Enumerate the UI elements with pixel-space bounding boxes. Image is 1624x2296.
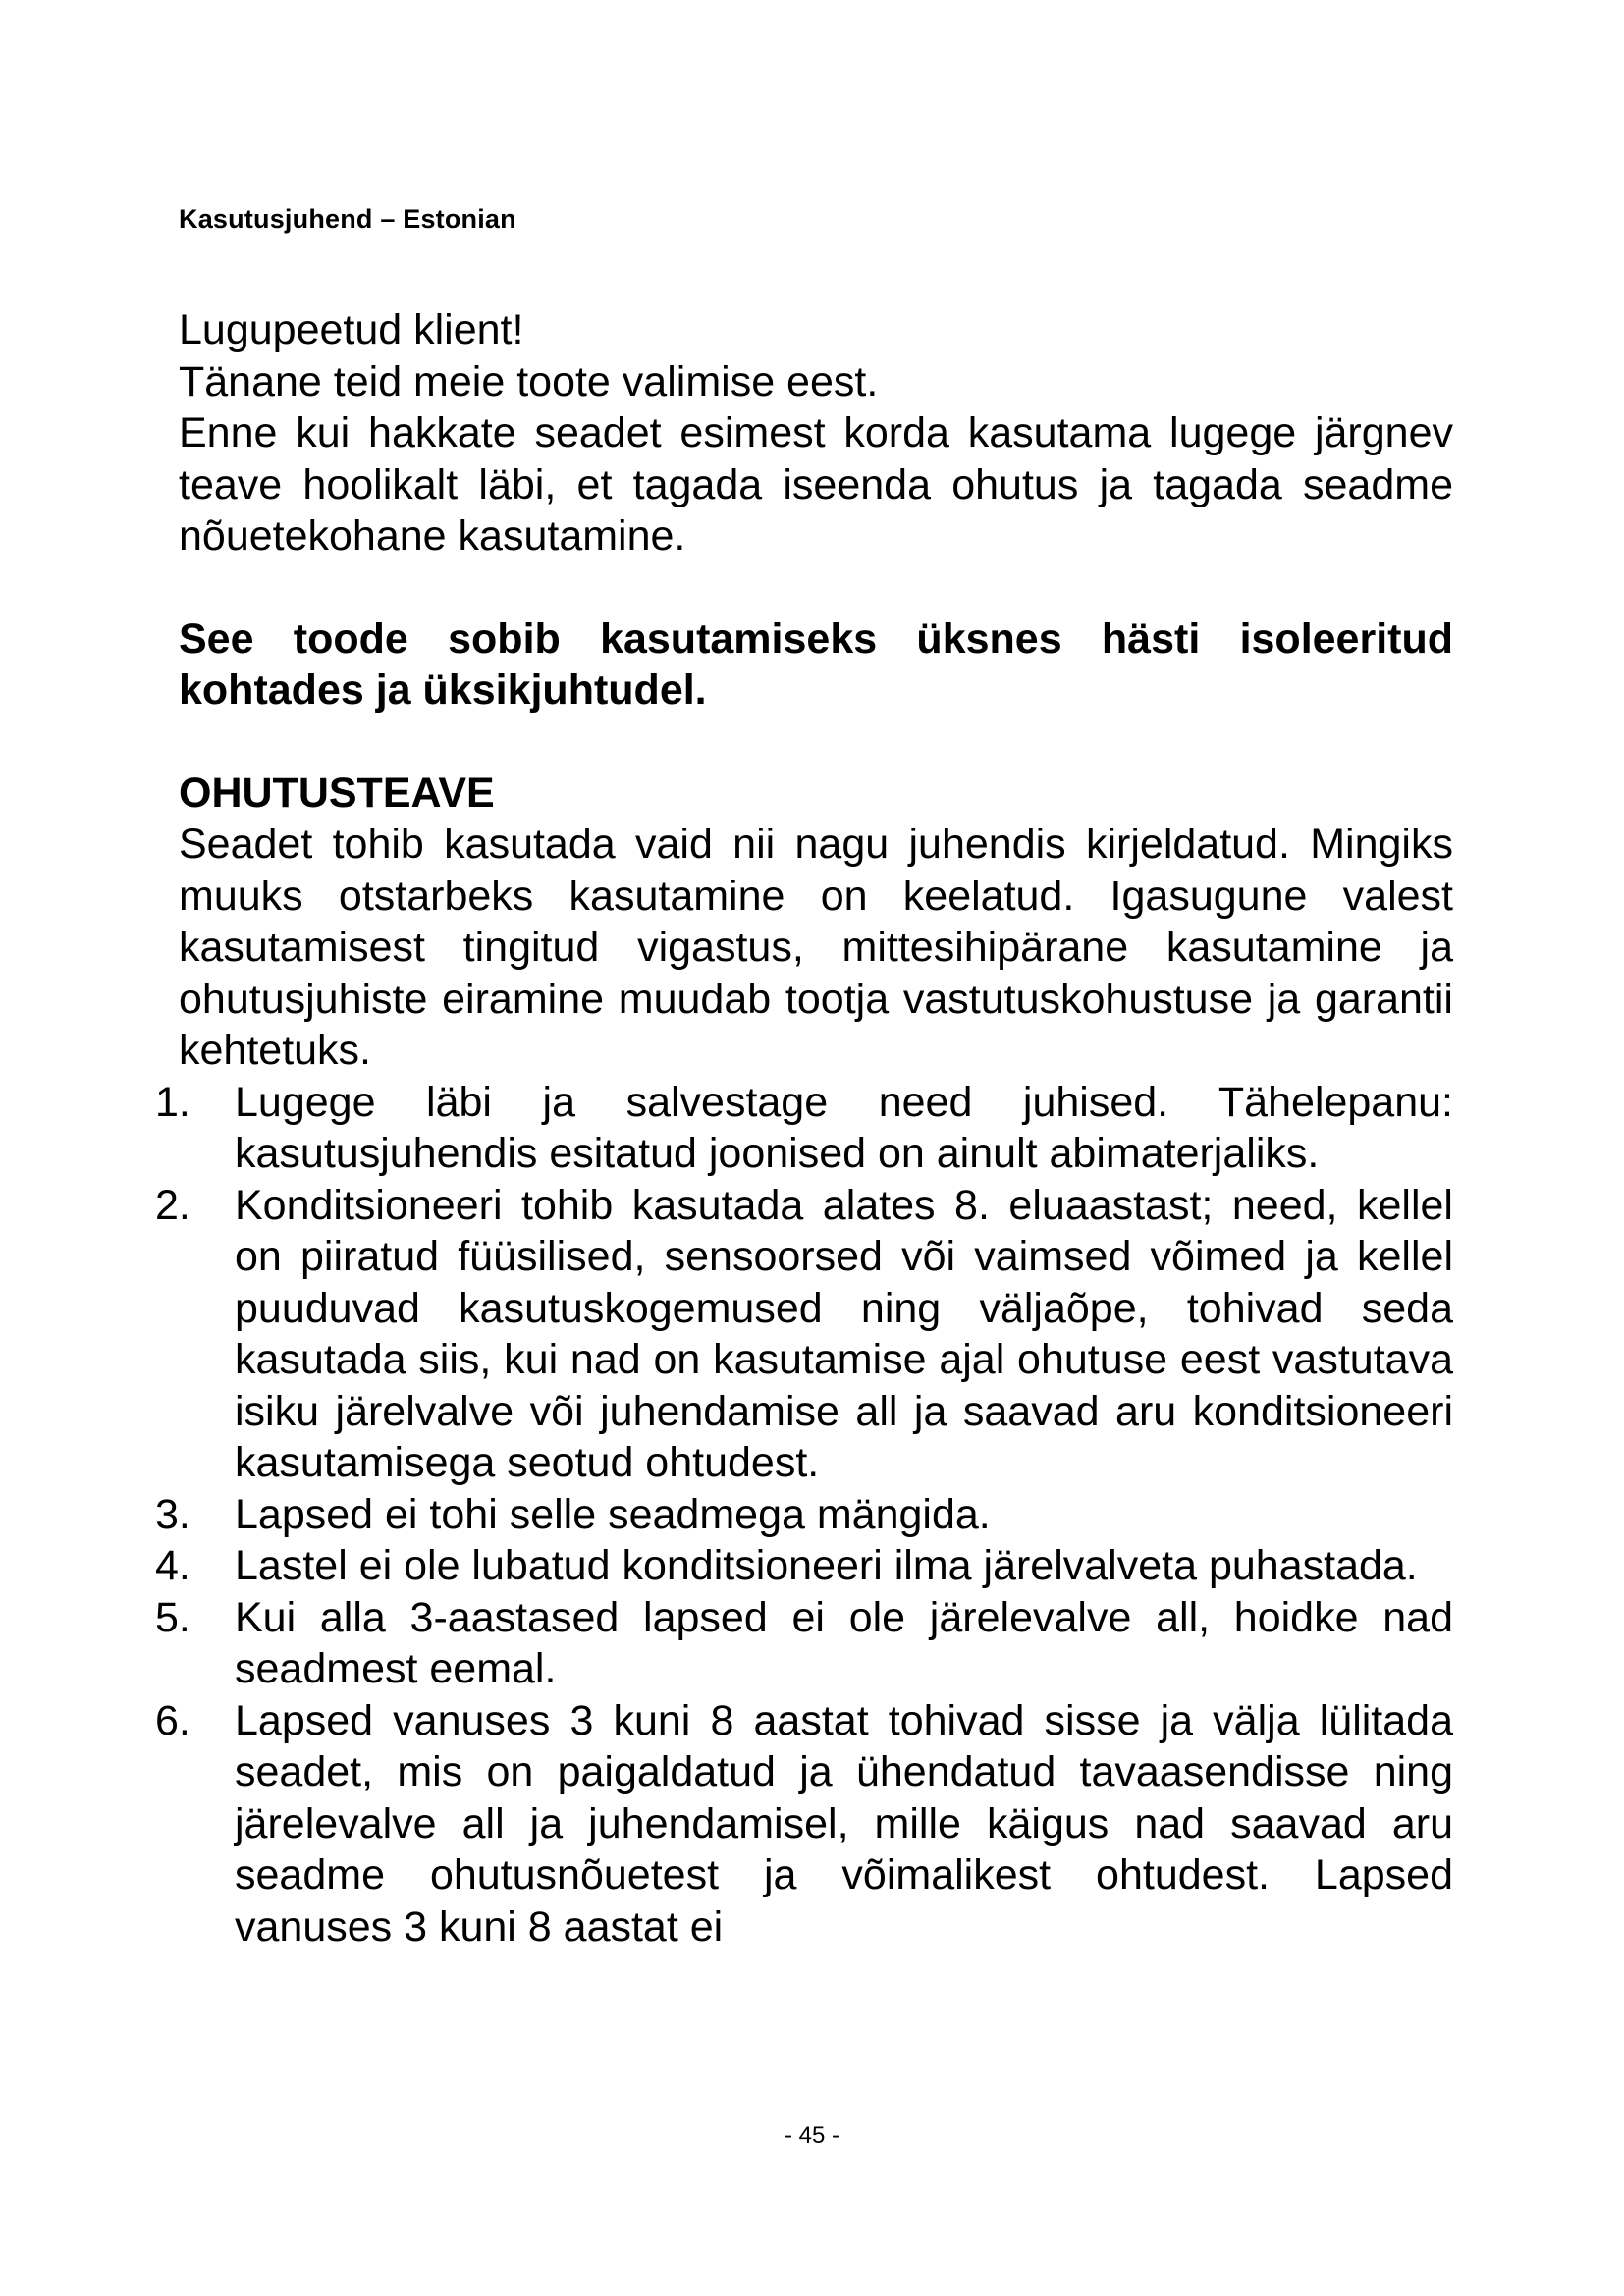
thanks-line: Tänane teid meie toote valimise eest.	[179, 357, 879, 405]
list-item-number: 4.	[155, 1542, 190, 1589]
list-item	[155, 1695, 1453, 1953]
safety-heading: OHUTUSTEAVE	[179, 769, 495, 817]
page-content	[155, 304, 1453, 1952]
list-item-number: 5.	[155, 1593, 190, 1641]
safety-rules-list	[155, 1077, 1453, 1953]
page-number: - 45 -	[784, 2122, 839, 2149]
list-item-number: 2.	[155, 1181, 190, 1229]
list-item	[155, 1489, 1453, 1541]
list-item	[155, 1180, 1453, 1489]
document-header: Kasutusjuhend – Estonian	[179, 204, 516, 234]
spacer	[179, 717, 1453, 768]
list-item-number: 6.	[155, 1696, 190, 1744]
list-item	[155, 1540, 1453, 1592]
list-item-text: Lugege läbi ja salvestage need juhised. Tähelepanu: kasutusjuhendis esitatud joonised on ainult abimaterjaliks.	[235, 1078, 1453, 1177]
list-item-text: Kui alla 3-aastased lapsed ei ole järelevalve all, hoidke nad seadmest eemal.	[235, 1593, 1453, 1692]
list-item-text: Konditsioneeri tohib kasutada alates 8. eluaastast; need, kellel on piiratud füüsilised, sensoorsed või vaimsed võimed ja kellel puuduvad kasutuskogemused ning väljaõpe, tohivad seda kasutada siis, kui nad on kasutamise ajal ohutuse eest vastutava isiku järelvalve või juhendamise all ja saavad aru konditsioneeri kasutamisega seotud ohtudest.	[235, 1181, 1453, 1486]
list-item	[155, 1077, 1453, 1180]
safety-paragraph: Seadet tohib kasutada vaid nii nagu juhendis kirjeldatud. Mingiks muuks otstarbeks kasutamine on keelatud. Igasugune valest kasutamisest tingitud vigastus, mittesihipärane kasutamine ja ohutusjuhiste eiramine muudab tootja vastutuskohustuse ja garantii kehtetuks.	[179, 821, 1453, 1074]
spacer	[179, 562, 1453, 614]
list-item-number: 3.	[155, 1490, 190, 1538]
list-item-text: Lastel ei ole lubatud konditsioneeri ilma järelvalveta puhastada.	[235, 1542, 1418, 1589]
intro-paragraph: Enne kui hakkate seadet esimest korda kasutama lugege järgnev teave hoolikalt läbi, et tagada iseenda ohutus ja tagada seadme nõuetekohane kasutamine.	[179, 409, 1453, 560]
list-item-text: Lapsed vanuses 3 kuni 8 aastat tohivad sisse ja välja lülitada seadet, mis on paigaldatud ja ühendatud tavaasendisse ning järelevalve all ja juhendamisel, mille käigus nad saavad aru seadme ohutusnõuetest ja võimalikest ohtudest. Lapsed vanuses 3 kuni 8 aastat ei	[235, 1696, 1453, 1950]
greeting: Lugupeetud klient!	[179, 306, 524, 353]
list-item-number: 1.	[155, 1078, 190, 1126]
list-item	[155, 1592, 1453, 1695]
list-item-text: Lapsed ei tohi selle seadmega mängida.	[235, 1490, 991, 1538]
suitability-notice: See toode sobib kasutamiseks üksnes hästi isoleeritud kohtades ja üksikjuhtudel.	[179, 614, 1453, 714]
